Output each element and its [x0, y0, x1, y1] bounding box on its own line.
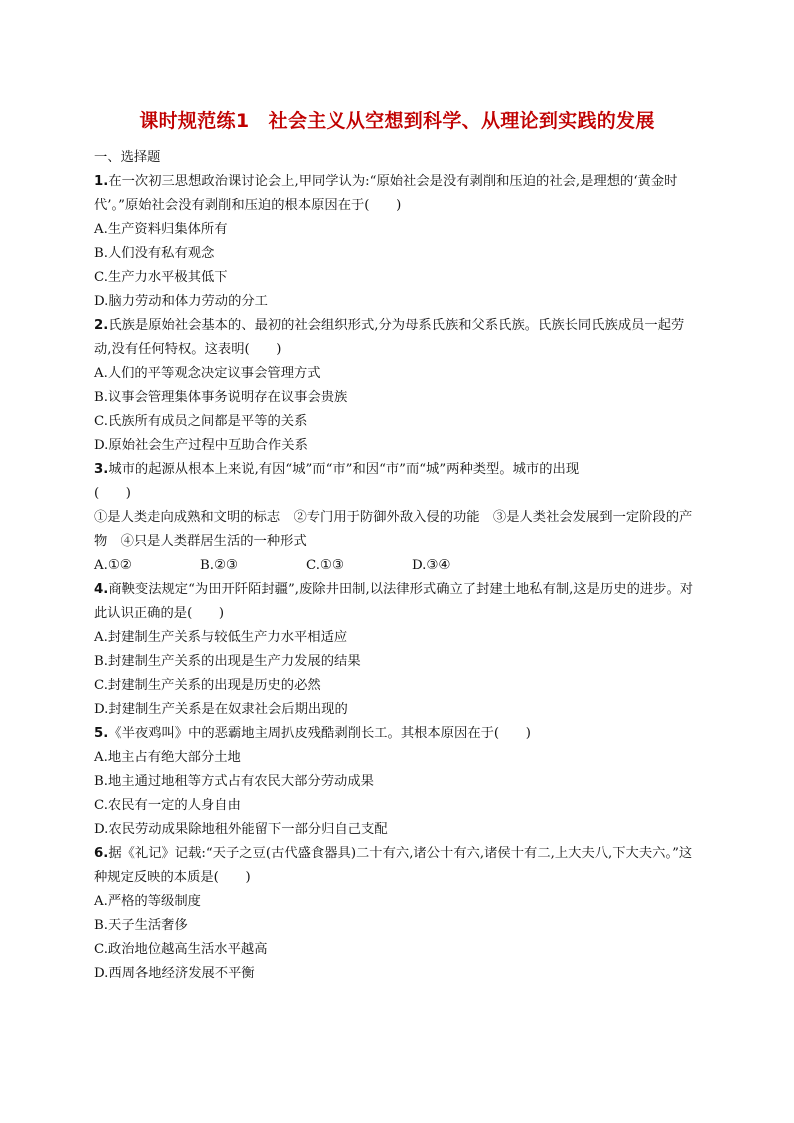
section-heading: 一、选择题 — [94, 150, 161, 165]
page-title: 课时规范练1 社会主义从空想到科学、从理论到实践的发展 — [139, 110, 655, 132]
option-b: B.人们没有私有观念 — [94, 246, 215, 261]
option-a: A.严格的等级制度 — [94, 894, 201, 909]
question-statements: ①是人类走向成熟和文明的标志 ②专门用于防御外敌入侵的功能 ③是人类社会发展到一定阶段的产物 ④只是人类群居生活的一种形式 — [94, 510, 693, 549]
question-number: 5. — [94, 726, 109, 741]
question-4 — [94, 578, 694, 722]
question-stem: 商鞅变法规定“为田开阡陌封疆”,废除井田制,以法律形式确立了封建土地私有制,这是历史的进步。对此认识正确的是( ) — [94, 582, 694, 621]
option-a: A.生产资料归集体所有 — [94, 222, 228, 237]
option-d: D.农民劳动成果除地租外能留下一部分归自己支配 — [94, 822, 388, 837]
option-d: D.原始社会生产过程中互助合作关系 — [94, 438, 308, 453]
question-number: 1. — [94, 174, 109, 189]
question-stem: 氏族是原始社会基本的、最初的社会组织形式,分为母系氏族和父系氏族。氏族长同氏族成员一起劳动,没有任何特权。这表明( ) — [94, 318, 685, 357]
question-number: 3. — [94, 462, 109, 477]
option-b: B.封建制生产关系的出现是生产力发展的结果 — [94, 654, 361, 669]
question-answer-paren: ( ) — [94, 486, 131, 501]
option-d: D.封建制生产关系是在奴隶社会后期出现的 — [94, 702, 348, 717]
question-number: 4. — [94, 582, 109, 597]
option-c: C.封建制生产关系的出现是历史的必然 — [94, 678, 321, 693]
option-b: B.②③ — [200, 558, 238, 573]
question-1 — [94, 170, 694, 314]
question-number: 2. — [94, 318, 109, 333]
question-5 — [94, 722, 694, 842]
question-2 — [94, 314, 694, 458]
question-content — [94, 146, 694, 986]
question-stem: 《半夜鸡叫》中的恶霸地主周扒皮残酷剥削长工。其根本原因在于( ) — [108, 726, 531, 741]
option-c: C.①③ — [306, 558, 344, 573]
question-stem: 在一次初三思想政治课讨论会上,甲同学认为:“原始社会是没有剥削和压迫的社会,是理想的‘黄金时代’。”原始社会没有剥削和压迫的根本原因在于( ) — [94, 174, 678, 213]
option-b: B.议事会管理集体事务说明存在议事会贵族 — [94, 390, 348, 405]
option-d: D.脑力劳动和体力劳动的分工 — [94, 294, 268, 309]
question-stem: 城市的起源从根本上来说,有因“城”而“市”和因“市”而“城”两种类型。城市的出现 — [108, 462, 580, 477]
option-a: A.人们的平等观念决定议事会管理方式 — [94, 366, 321, 381]
option-a: A.封建制生产关系与较低生产力水平相适应 — [94, 630, 348, 645]
question-stem: 据《礼记》记载:“天子之豆(古代盛食器具)二十有六,诸公十有六,诸侯十有二,上大夫八,下大夫六。”这种规定反映的本质是( ) — [94, 846, 693, 885]
option-c: C.氏族所有成员之间都是平等的关系 — [94, 414, 308, 429]
option-a: A.①② — [94, 558, 132, 573]
option-d: D.③④ — [412, 558, 451, 573]
option-c: C.农民有一定的人身自由 — [94, 798, 241, 813]
option-c: C.生产力水平极其低下 — [94, 270, 228, 285]
option-b: B.天子生活奢侈 — [94, 918, 188, 933]
option-c: C.政治地位越高生活水平越高 — [94, 942, 268, 957]
option-b: B.地主通过地租等方式占有农民大部分劳动成果 — [94, 774, 374, 789]
option-a: A.地主占有绝大部分土地 — [94, 750, 241, 765]
option-row — [94, 554, 694, 578]
question-6 — [94, 842, 694, 986]
option-d: D.西周各地经济发展不平衡 — [94, 966, 255, 981]
question-3 — [94, 458, 694, 578]
question-number: 6. — [94, 846, 109, 861]
